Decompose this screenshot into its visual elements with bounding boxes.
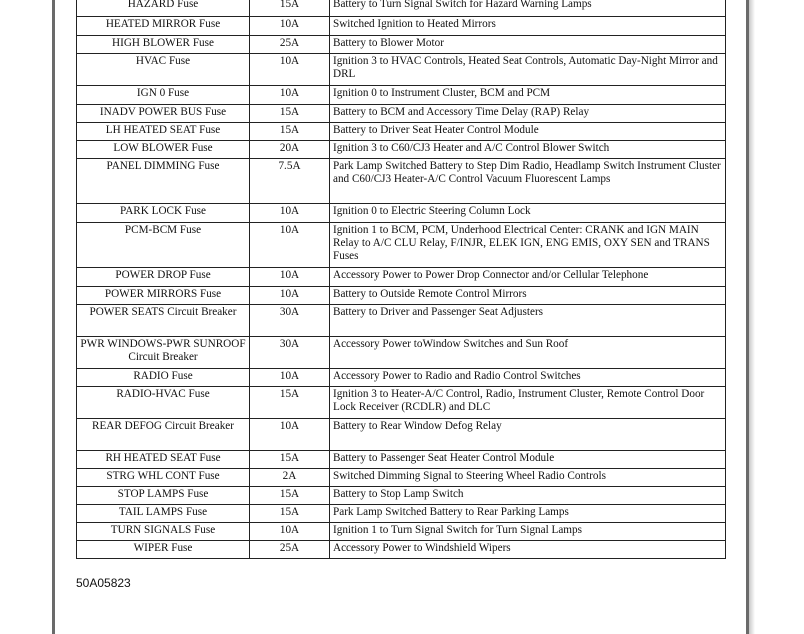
table-row	[77, 54, 726, 86]
fuse-name: IGN 0 Fuse	[77, 86, 250, 105]
fuse-name: PANEL DIMMING Fuse	[77, 159, 250, 204]
fuse-name: POWER SEATS Circuit Breaker	[77, 305, 250, 337]
table-row	[77, 505, 726, 523]
fuse-amperage: 15A	[250, 0, 330, 17]
table-row	[77, 419, 726, 451]
fuse-amperage: 10A	[250, 523, 330, 541]
fuse-name: LH HEATED SEAT Fuse	[77, 123, 250, 141]
fuse-name: RADIO-HVAC Fuse	[77, 387, 250, 419]
fuse-amperage: 25A	[250, 36, 330, 54]
fuse-amperage: 15A	[250, 105, 330, 123]
table-row	[77, 17, 726, 36]
table-row	[77, 387, 726, 419]
fuse-name: HVAC Fuse	[77, 54, 250, 86]
fuse-name: RADIO Fuse	[77, 369, 250, 387]
fuse-description: Accessory Power to Windshield Wipers	[330, 541, 726, 559]
fuse-description: Battery to BCM and Accessory Time Delay (RAP) Relay	[330, 105, 726, 123]
fuse-amperage: 10A	[250, 268, 330, 287]
fuse-description: Switched Dimming Signal to Steering Wheel Radio Controls	[330, 469, 726, 487]
fuse-amperage: 10A	[250, 86, 330, 105]
fuse-amperage: 10A	[250, 419, 330, 451]
fuse-description: Ignition 1 to Turn Signal Switch for Turn Signal Lamps	[330, 523, 726, 541]
fuse-name: LOW BLOWER Fuse	[77, 141, 250, 159]
table-row	[77, 141, 726, 159]
table-row	[77, 86, 726, 105]
table-row	[77, 105, 726, 123]
fuse-amperage: 30A	[250, 337, 330, 369]
fuse-amperage: 30A	[250, 305, 330, 337]
fuse-description: Ignition 3 to C60/CJ3 Heater and A/C Control Blower Switch	[330, 141, 726, 159]
fuse-description: Ignition 0 to Electric Steering Column Lock	[330, 204, 726, 223]
fuse-amperage: 10A	[250, 369, 330, 387]
fuse-description: Park Lamp Switched Battery to Step Dim Radio, Headlamp Switch Instrument Cluster and C60/CJ3 Heater-A/C Control Vacuum Fluorescent Lamps	[330, 159, 726, 204]
document-id: 50A05823	[76, 576, 131, 590]
fuse-name: INADV POWER BUS Fuse	[77, 105, 250, 123]
table-row	[77, 123, 726, 141]
fuse-amperage: 15A	[250, 505, 330, 523]
fuse-description: Battery to Outside Remote Control Mirrors	[330, 287, 726, 305]
table-row	[77, 541, 726, 559]
table-row	[77, 369, 726, 387]
fuse-name: REAR DEFOG Circuit Breaker	[77, 419, 250, 451]
fuse-amperage: 15A	[250, 123, 330, 141]
fuse-description: Ignition 3 to HVAC Controls, Heated Seat Controls, Automatic Day-Night Mirror and DRL	[330, 54, 726, 86]
fuse-name: STRG WHL CONT Fuse	[77, 469, 250, 487]
fuse-name: HIGH BLOWER Fuse	[77, 36, 250, 54]
fuse-name: POWER MIRRORS Fuse	[77, 287, 250, 305]
fuse-amperage: 25A	[250, 541, 330, 559]
fuse-description: Park Lamp Switched Battery to Rear Parking Lamps	[330, 505, 726, 523]
table-row	[77, 36, 726, 54]
table-row	[77, 305, 726, 337]
fuse-description: Battery to Driver Seat Heater Control Module	[330, 123, 726, 141]
fuse-name: TURN SIGNALS Fuse	[77, 523, 250, 541]
table-row	[77, 223, 726, 268]
fuse-description: Battery to Rear Window Defog Relay	[330, 419, 726, 451]
fuse-name: POWER DROP Fuse	[77, 268, 250, 287]
table-row	[77, 451, 726, 469]
fuse-description: Ignition 0 to Instrument Cluster, BCM and PCM	[330, 86, 726, 105]
fuse-name: HAZARD Fuse	[77, 0, 250, 17]
table-row	[77, 337, 726, 369]
fuse-amperage: 15A	[250, 451, 330, 469]
fuse-amperage: 10A	[250, 17, 330, 36]
fuse-description: Battery to Blower Motor	[330, 36, 726, 54]
fuse-description: Accessory Power to Power Drop Connector and/or Cellular Telephone	[330, 268, 726, 287]
fuse-description: Ignition 3 to Heater-A/C Control, Radio, Instrument Cluster, Remote Control Door Lock Receiver (RCDLR) and DLC	[330, 387, 726, 419]
fuse-amperage: 15A	[250, 487, 330, 505]
fuse-name: STOP LAMPS Fuse	[77, 487, 250, 505]
fuse-amperage: 20A	[250, 141, 330, 159]
fuse-amperage: 10A	[250, 287, 330, 305]
fuse-description: Ignition 1 to BCM, PCM, Underhood Electrical Center: CRANK and IGN MAIN Relay to A/C CLU Relay, F/INJR, ELEK IGN, ENG EMIS, OXY SEN and TRANS Fuses	[330, 223, 726, 268]
fuse-description: Battery to Stop Lamp Switch	[330, 487, 726, 505]
fuse-name: WIPER Fuse	[77, 541, 250, 559]
fuse-name: PWR WINDOWS-PWR SUNROOF Circuit Breaker	[77, 337, 250, 369]
table-row	[77, 268, 726, 287]
page-shadow	[749, 0, 755, 634]
table-row	[77, 287, 726, 305]
fuse-name: HEATED MIRROR Fuse	[77, 17, 250, 36]
fuse-name: TAIL LAMPS Fuse	[77, 505, 250, 523]
fuse-description: Battery to Turn Signal Switch for Hazard Warning Lamps	[330, 0, 726, 17]
table-row	[77, 0, 726, 17]
fuse-description: Battery to Driver and Passenger Seat Adjusters	[330, 305, 726, 337]
fuse-description: Accessory Power toWindow Switches and Sun Roof	[330, 337, 726, 369]
table-row	[77, 204, 726, 223]
fuse-table	[76, 0, 726, 559]
page-border-left	[52, 0, 55, 634]
fuse-amperage: 2A	[250, 469, 330, 487]
table-row	[77, 523, 726, 541]
fuse-description: Battery to Passenger Seat Heater Control Module	[330, 451, 726, 469]
fuse-name: PARK LOCK Fuse	[77, 204, 250, 223]
fuse-name: PCM-BCM Fuse	[77, 223, 250, 268]
table-row	[77, 487, 726, 505]
table-row	[77, 469, 726, 487]
fuse-amperage: 10A	[250, 223, 330, 268]
fuse-amperage: 7.5A	[250, 159, 330, 204]
fuse-name: RH HEATED SEAT Fuse	[77, 451, 250, 469]
fuse-description: Switched Ignition to Heated Mirrors	[330, 17, 726, 36]
fuse-description: Accessory Power to Radio and Radio Control Switches	[330, 369, 726, 387]
fuse-amperage: 10A	[250, 204, 330, 223]
fuse-amperage: 10A	[250, 54, 330, 86]
fuse-amperage: 15A	[250, 387, 330, 419]
table-row	[77, 159, 726, 204]
